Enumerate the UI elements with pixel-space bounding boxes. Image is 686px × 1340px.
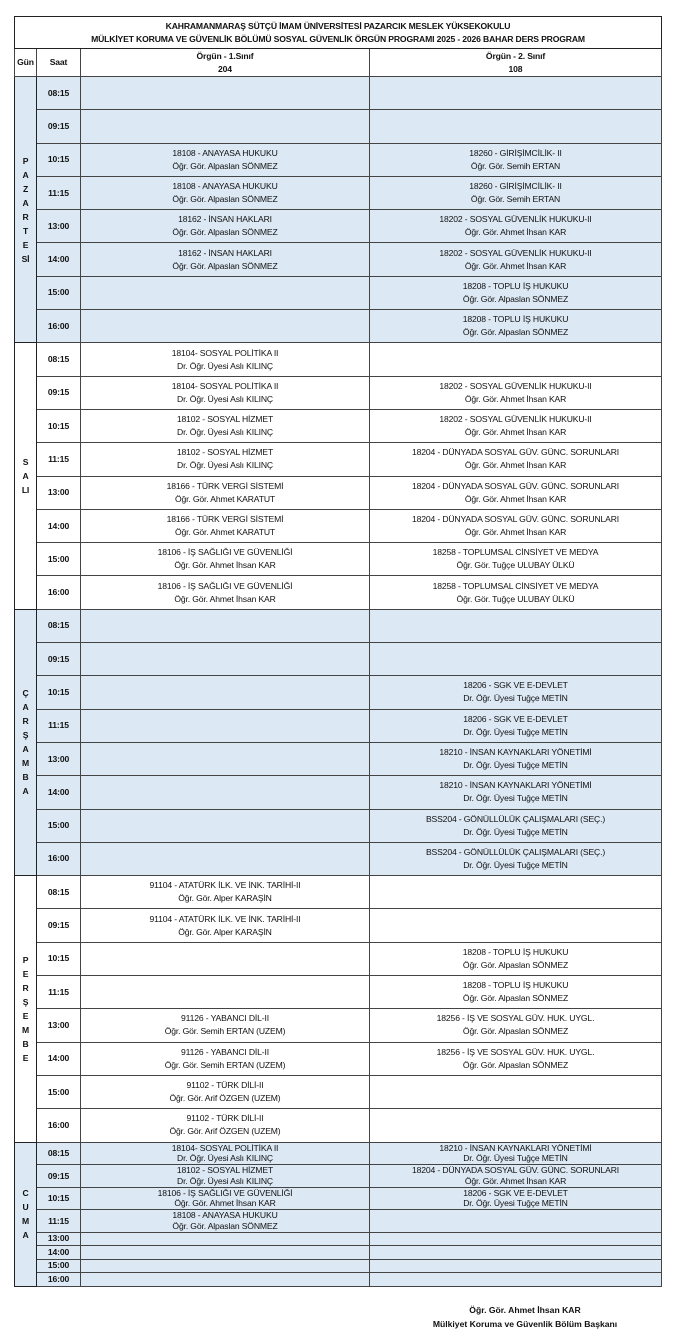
instructor-name: Öğr. Gör. Ahmet KARATUT (174, 527, 276, 537)
schedule-row (15, 809, 662, 842)
instructor-name: Öğr. Gör. Ahmet İhsan KAR (464, 493, 567, 504)
time-cell: 11:15 (37, 1210, 81, 1233)
course-cell (370, 443, 662, 476)
instructor-name: Öğr. Gör. Ahmet İhsan KAR (174, 560, 276, 571)
course-name: 18210 - İNSAN KAYNAKLARI YÖNETİMİ (439, 747, 592, 758)
time-cell: 16:00 (37, 576, 81, 609)
instructor-name: Öğr. Gör. Alpaslan SÖNMEZ (462, 1059, 569, 1070)
course-name: 18206 - SGK VE E-DEVLET (463, 1187, 568, 1198)
instructor-name: Öğr. Gör. Tuğçe ULUBAY ÜLKÜ (456, 560, 575, 571)
course-name: 18208 - TOPLU İŞ HUKUKU (462, 314, 569, 325)
course-name: 18204 - DÜNYADA SOSYAL GÜV. GÜNC. SORUNLARI (411, 1165, 620, 1176)
course-cell (370, 310, 662, 343)
time-cell: 11:15 (37, 443, 81, 476)
course-cell (81, 1165, 370, 1188)
schedule-row (15, 776, 662, 809)
course-name: 18104- SOSYAL POLİTİKA II (171, 347, 279, 358)
time-cell: 10:15 (37, 676, 81, 709)
schedule-row (15, 1042, 662, 1075)
schedule-row (15, 1187, 662, 1210)
course-name: 18162 - İNSAN HAKLARI (178, 214, 272, 225)
schedule-row (15, 310, 662, 343)
course-name: 91102 - TÜRK DİLİ-II (186, 1113, 264, 1124)
day-name: ÇARŞAMBA (21, 688, 29, 797)
time-cell: 09:15 (37, 376, 81, 409)
schedule-row (15, 576, 662, 609)
instructor-name: Dr. Öğr. Üyesi Aslı KILINÇ (177, 1153, 273, 1164)
course-name: 91104 - ATATÜRK İLK. VE İNK. TARİHİ-II (149, 913, 301, 924)
header-time: Saat (37, 49, 81, 77)
instructor-name: Dr. Öğr. Üyesi Aslı KILINÇ (177, 1175, 273, 1186)
time-cell: 13:00 (37, 210, 81, 243)
instructor-name: Öğr. Gör. Alpaslan SÖNMEZ (462, 959, 569, 970)
course-name: 18204 - DÜNYADA SOSYAL GÜV. GÜNC. SORUNLARI (411, 514, 620, 524)
course-name: 18166 - TÜRK VERGİ SİSTEMİ (166, 480, 284, 491)
schedule-row (15, 1273, 662, 1287)
instructor-name: Öğr. Gör. Alpaslan SÖNMEZ (462, 1026, 569, 1037)
time-cell: 08:15 (37, 1142, 81, 1165)
time-cell: 11:15 (37, 176, 81, 209)
instructor-name: Öğr. Gör. Alpaslan SÖNMEZ (462, 993, 569, 1004)
course-cell (370, 409, 662, 442)
schedule-row (15, 643, 662, 676)
course-cell (370, 143, 662, 176)
time-cell: 15:00 (37, 543, 81, 576)
title-row (15, 17, 662, 49)
time-cell: 10:15 (37, 942, 81, 975)
schedule-row (15, 1246, 662, 1260)
course-cell (81, 77, 370, 110)
time-cell: 15:00 (37, 276, 81, 309)
instructor-name: Öğr. Gör. Semih ERTAN (470, 160, 561, 171)
instructor-name: Dr. Öğr. Üyesi Tuğçe METİN (463, 693, 568, 704)
course-cell (81, 1042, 370, 1075)
course-cell (370, 1210, 662, 1233)
course-name: 18206 - SGK VE E-DEVLET (463, 680, 568, 691)
course-cell (81, 343, 370, 376)
schedule-row (15, 1232, 662, 1246)
course-cell (81, 809, 370, 842)
time-cell: 15:00 (37, 809, 81, 842)
instructor-name: Öğr. Gör. Ahmet İhsan KAR (464, 460, 567, 471)
time-cell: 09:15 (37, 643, 81, 676)
schedule-row (15, 476, 662, 509)
course-name: 18208 - TOPLU İŞ HUKUKU (462, 280, 569, 291)
course-cell (370, 876, 662, 909)
schedule-row (15, 509, 662, 542)
course-cell (370, 1109, 662, 1142)
course-name: 91104 - ATATÜRK İLK. VE İNK. TARİHİ-II (149, 880, 301, 891)
course-cell (370, 243, 662, 276)
instructor-name: Öğr. Gör. Ahmet İhsan KAR (464, 427, 567, 438)
course-cell (81, 1109, 370, 1142)
course-cell (81, 842, 370, 875)
instructor-name: Öğr. Gör. Alpaslan SÖNMEZ (172, 1220, 278, 1231)
course-cell (81, 742, 370, 775)
day-cell (15, 77, 37, 343)
time-cell: 10:15 (37, 409, 81, 442)
schedule-row (15, 1142, 662, 1165)
course-cell (81, 443, 370, 476)
schedule-row (15, 1109, 662, 1142)
course-name: 18204 - DÜNYADA SOSYAL GÜV. GÜNC. SORUNLARI (411, 480, 620, 491)
course-cell (81, 576, 370, 609)
instructor-name: Öğr. Gör. Ahmet İhsan KAR (464, 527, 567, 537)
course-name: 91102 - TÜRK DİLİ-II (186, 1080, 264, 1091)
schedule-row (15, 742, 662, 775)
schedule-table (14, 16, 662, 1287)
instructor-name: Dr. Öğr. Üyesi Aslı KILINÇ (177, 360, 273, 371)
course-name: 18202 - SOSYAL GÜVENLİK HUKUKU-II (439, 247, 592, 258)
schedule-row (15, 77, 662, 110)
time-cell: 13:00 (37, 1009, 81, 1042)
time-cell: 08:15 (37, 77, 81, 110)
schedule-row (15, 243, 662, 276)
instructor-name: Öğr. Gör. Ahmet İhsan KAR (174, 1198, 276, 1209)
time-cell: 08:15 (37, 609, 81, 642)
schedule-row (15, 876, 662, 909)
course-cell (81, 1187, 370, 1210)
time-cell: 14:00 (37, 1246, 81, 1260)
schedule-row (15, 1210, 662, 1233)
course-cell (370, 609, 662, 642)
course-cell (370, 1142, 662, 1165)
schedule-row (15, 176, 662, 209)
course-name: 18108 - ANAYASA HUKUKU (172, 147, 278, 158)
instructor-name: Öğr. Gör. Ahmet İhsan KAR (464, 227, 567, 238)
course-cell (370, 77, 662, 110)
instructor-name: Öğr. Gör. Ahmet İhsan KAR (174, 593, 276, 604)
day-cell (15, 876, 37, 1142)
course-cell (81, 1075, 370, 1108)
course-name: BSS204 - GÖNÜLLÜLÜK ÇALIŞMALARI (SEÇ.) (425, 813, 606, 824)
course-name: 18102 - SOSYAL HİZMET (176, 414, 274, 425)
course-cell (81, 176, 370, 209)
schedule-row (15, 976, 662, 1009)
signature-name: Öğr. Gör. Ahmet İhsan KAR (469, 1305, 581, 1315)
instructor-name: Dr. Öğr. Üyesi Tuğçe METİN (463, 726, 568, 737)
instructor-name: Öğr. Gör. Alpaslan SÖNMEZ (172, 194, 278, 205)
instructor-name: Öğr. Gör. Arif ÖZGEN (UZEM) (169, 1093, 281, 1104)
course-cell (370, 343, 662, 376)
course-cell (81, 876, 370, 909)
instructor-name: Dr. Öğr. Üyesi Tuğçe METİN (463, 826, 568, 837)
class-1-label: Örgün - 1.Sınıf (196, 50, 254, 61)
time-cell: 09:15 (37, 909, 81, 942)
course-cell (81, 1142, 370, 1165)
instructor-name: Öğr. Gör. Ahmet İhsan KAR (464, 260, 567, 271)
course-cell (370, 709, 662, 742)
course-cell (370, 1187, 662, 1210)
course-cell (81, 543, 370, 576)
instructor-name: Dr. Öğr. Üyesi Tuğçe METİN (463, 859, 568, 870)
course-cell (81, 942, 370, 975)
course-name: 18260 - GİRİŞİMCİLİK- II (469, 181, 562, 192)
course-cell (81, 643, 370, 676)
course-cell (370, 210, 662, 243)
header-row (15, 49, 662, 77)
course-cell (370, 176, 662, 209)
time-cell: 09:15 (37, 110, 81, 143)
time-cell: 16:00 (37, 310, 81, 343)
time-cell: 14:00 (37, 509, 81, 542)
instructor-name: Dr. Öğr. Üyesi Tuğçe METİN (463, 1198, 568, 1209)
day-name: PAZARTESİ (21, 155, 30, 264)
time-cell: 14:00 (37, 243, 81, 276)
course-cell (81, 110, 370, 143)
course-name: 91126 - YABANCI DİL-II (181, 1046, 269, 1057)
course-cell (81, 1210, 370, 1233)
class-2-label: Örgün - 2. Sınıf (485, 50, 546, 61)
course-cell (370, 742, 662, 775)
instructor-name: Öğr. Gör. Alper KARAŞİN (178, 893, 272, 904)
course-cell (81, 1259, 370, 1273)
course-name: 18104- SOSYAL POLİTİKA II (171, 1142, 279, 1153)
course-cell (370, 476, 662, 509)
course-cell (81, 1273, 370, 1287)
course-name: 18210 - İNSAN KAYNAKLARI YÖNETİMİ (439, 1142, 592, 1153)
instructor-name: Öğr. Gör. Arif ÖZGEN (UZEM) (169, 1126, 281, 1137)
course-name: BSS204 - GÖNÜLLÜLÜK ÇALIŞMALARI (SEÇ.) (425, 846, 606, 857)
time-cell: 15:00 (37, 1259, 81, 1273)
header-day: Gün (15, 49, 37, 77)
course-name: 18202 - SOSYAL GÜVENLİK HUKUKU-II (439, 414, 592, 425)
schedule-row (15, 1165, 662, 1188)
course-cell (81, 509, 370, 542)
schedule-row (15, 1009, 662, 1042)
course-cell (81, 310, 370, 343)
course-name: 18108 - ANAYASA HUKUKU (172, 1210, 278, 1221)
course-name: 18104- SOSYAL POLİTİKA II (171, 380, 279, 391)
course-cell (370, 543, 662, 576)
course-cell (370, 776, 662, 809)
instructor-name: Öğr. Gör. Ahmet İhsan KAR (464, 393, 567, 404)
course-cell (81, 909, 370, 942)
title-line-2: MÜLKİYET KORUMA VE GÜVENLİK BÖLÜMÜ SOSYAL GÜVENLİK ÖRGÜN PROGRAMI 2025 - 2026 BAHAR DERS PROGRAM (91, 33, 585, 44)
course-name: 18202 - SOSYAL GÜVENLİK HUKUKU-II (439, 214, 592, 225)
course-name: 18256 - İŞ VE SOSYAL GÜV. HUK. UYGL. (436, 1013, 595, 1024)
time-cell: 10:15 (37, 1187, 81, 1210)
instructor-name: Öğr. Gör. Tuğçe ULUBAY ÜLKÜ (456, 593, 575, 604)
class-2-room: 108 (508, 63, 523, 74)
course-cell (370, 1259, 662, 1273)
instructor-name: Öğr. Gör. Alpaslan SÖNMEZ (172, 160, 278, 171)
schedule-row (15, 709, 662, 742)
schedule-row (15, 343, 662, 376)
course-cell (370, 1273, 662, 1287)
header-class-2 (370, 49, 662, 77)
time-cell: 11:15 (37, 976, 81, 1009)
schedule-row (15, 676, 662, 709)
schedule-row (15, 1075, 662, 1108)
day-name: CUMA (21, 1188, 29, 1240)
course-cell (81, 976, 370, 1009)
day-cell (15, 609, 37, 875)
course-cell (370, 276, 662, 309)
course-name: 91126 - YABANCI DİL-II (181, 1013, 269, 1024)
schedule-row (15, 1259, 662, 1273)
course-cell (370, 1042, 662, 1075)
course-cell (81, 1009, 370, 1042)
day-name: PERŞEMBE (21, 954, 29, 1063)
instructor-name: Öğr. Gör. Ahmet İhsan KAR (464, 1175, 567, 1186)
instructor-name: Öğr. Gör. Alpaslan SÖNMEZ (462, 293, 569, 304)
course-cell (370, 509, 662, 542)
time-cell: 13:00 (37, 476, 81, 509)
day-name: SALI (21, 457, 30, 496)
course-cell (370, 1165, 662, 1188)
course-name: 18102 - SOSYAL HİZMET (176, 1165, 274, 1176)
course-cell (81, 1246, 370, 1260)
instructor-name: Öğr. Gör. Alpaslan SÖNMEZ (462, 327, 569, 338)
document-title (15, 17, 662, 49)
header-class-1 (81, 49, 370, 77)
title-line-1: KAHRAMANMARAŞ SÜTÇÜ İMAM ÜNİVERSİTESİ PAZARCIK MESLEK YÜKSEKOKULU (165, 20, 511, 31)
course-cell (81, 243, 370, 276)
course-cell (370, 842, 662, 875)
time-cell: 15:00 (37, 1075, 81, 1108)
time-cell: 16:00 (37, 842, 81, 875)
course-name: 18102 - SOSYAL HİZMET (176, 447, 274, 458)
schedule-row (15, 276, 662, 309)
course-cell (370, 576, 662, 609)
course-cell (81, 210, 370, 243)
instructor-name: Dr. Öğr. Üyesi Tuğçe METİN (463, 760, 568, 771)
time-cell: 16:00 (37, 1273, 81, 1287)
schedule-row (15, 376, 662, 409)
instructor-name: Öğr. Gör. Alper KARAŞİN (178, 926, 272, 937)
course-cell (81, 143, 370, 176)
course-name: 18162 - İNSAN HAKLARI (178, 247, 272, 258)
schedule-row (15, 409, 662, 442)
time-cell: 13:00 (37, 742, 81, 775)
course-name: 18166 - TÜRK VERGİ SİSTEMİ (166, 514, 284, 524)
instructor-name: Dr. Öğr. Üyesi Aslı KILINÇ (177, 460, 273, 471)
instructor-name: Dr. Öğr. Üyesi Aslı KILINÇ (177, 427, 273, 438)
time-cell: 11:15 (37, 709, 81, 742)
course-name: 18258 - TOPLUMSAL CİNSİYET VE MEDYA (432, 580, 599, 591)
course-name: 18208 - TOPLU İŞ HUKUKU (462, 946, 569, 957)
course-cell (370, 1232, 662, 1246)
schedule-row (15, 443, 662, 476)
instructor-name: Öğr. Gör. Semih ERTAN (UZEM) (164, 1059, 286, 1070)
class-1-room: 204 (218, 63, 232, 74)
course-cell (370, 643, 662, 676)
course-cell (370, 976, 662, 1009)
instructor-name: Öğr. Gör. Ahmet KARATUT (174, 493, 276, 504)
course-name: 18106 - İŞ SAĞLIĞI VE GÜVENLİĞİ (157, 1187, 293, 1198)
schedule-row (15, 942, 662, 975)
instructor-name: Öğr. Gör. Semih ERTAN (UZEM) (164, 1026, 286, 1037)
course-cell (370, 676, 662, 709)
course-cell (370, 809, 662, 842)
instructor-name: Öğr. Gör. Alpaslan SÖNMEZ (172, 227, 278, 238)
course-cell (370, 909, 662, 942)
time-cell: 10:15 (37, 143, 81, 176)
schedule-row (15, 609, 662, 642)
day-cell (15, 343, 37, 609)
instructor-name: Dr. Öğr. Üyesi Tuğçe METİN (463, 1153, 568, 1164)
course-name: 18256 - İŞ VE SOSYAL GÜV. HUK. UYGL. (436, 1046, 595, 1057)
instructor-name: Dr. Öğr. Üyesi Tuğçe METİN (463, 793, 568, 804)
instructor-name: Öğr. Gör. Semih ERTAN (470, 194, 561, 205)
schedule-row (15, 543, 662, 576)
signature-role: Mülkiyet Koruma ve Güvenlik Bölüm Başkanı (432, 1319, 618, 1329)
instructor-name: Dr. Öğr. Üyesi Aslı KILINÇ (177, 393, 273, 404)
schedule-row (15, 143, 662, 176)
course-cell (81, 409, 370, 442)
course-cell (370, 376, 662, 409)
signature-block (380, 1303, 670, 1331)
course-name: 18208 - TOPLU İŞ HUKUKU (462, 980, 569, 991)
time-cell: 13:00 (37, 1232, 81, 1246)
course-cell (81, 276, 370, 309)
schedule-row (15, 210, 662, 243)
course-name: 18204 - DÜNYADA SOSYAL GÜV. GÜNC. SORUNLARI (411, 447, 620, 458)
course-cell (81, 776, 370, 809)
course-name: 18260 - GİRİŞİMCİLİK- II (469, 147, 562, 158)
course-name: 18210 - İNSAN KAYNAKLARI YÖNETİMİ (439, 780, 592, 791)
course-name: 18106 - İŞ SAĞLIĞI VE GÜVENLİĞİ (157, 547, 293, 558)
course-cell (370, 942, 662, 975)
course-cell (370, 1009, 662, 1042)
course-cell (81, 709, 370, 742)
course-cell (81, 676, 370, 709)
schedule-row (15, 909, 662, 942)
course-name: 18258 - TOPLUMSAL CİNSİYET VE MEDYA (432, 547, 599, 558)
course-name: 18108 - ANAYASA HUKUKU (172, 181, 278, 192)
schedule-row (15, 842, 662, 875)
course-cell (81, 1232, 370, 1246)
course-name: 18106 - İŞ SAĞLIĞI VE GÜVENLİĞİ (157, 580, 293, 591)
schedule-row (15, 110, 662, 143)
course-name: 18206 - SGK VE E-DEVLET (463, 713, 568, 724)
time-cell: 14:00 (37, 1042, 81, 1075)
course-cell (370, 1075, 662, 1108)
instructor-name: Öğr. Gör. Alpaslan SÖNMEZ (172, 260, 278, 271)
course-cell (370, 1246, 662, 1260)
day-cell (15, 1142, 37, 1286)
time-cell: 08:15 (37, 343, 81, 376)
course-cell (370, 110, 662, 143)
time-cell: 09:15 (37, 1165, 81, 1188)
time-cell: 16:00 (37, 1109, 81, 1142)
time-cell: 14:00 (37, 776, 81, 809)
course-cell (81, 476, 370, 509)
course-name: 18202 - SOSYAL GÜVENLİK HUKUKU-II (439, 380, 592, 391)
time-cell: 08:15 (37, 876, 81, 909)
course-cell (81, 376, 370, 409)
course-cell (81, 609, 370, 642)
